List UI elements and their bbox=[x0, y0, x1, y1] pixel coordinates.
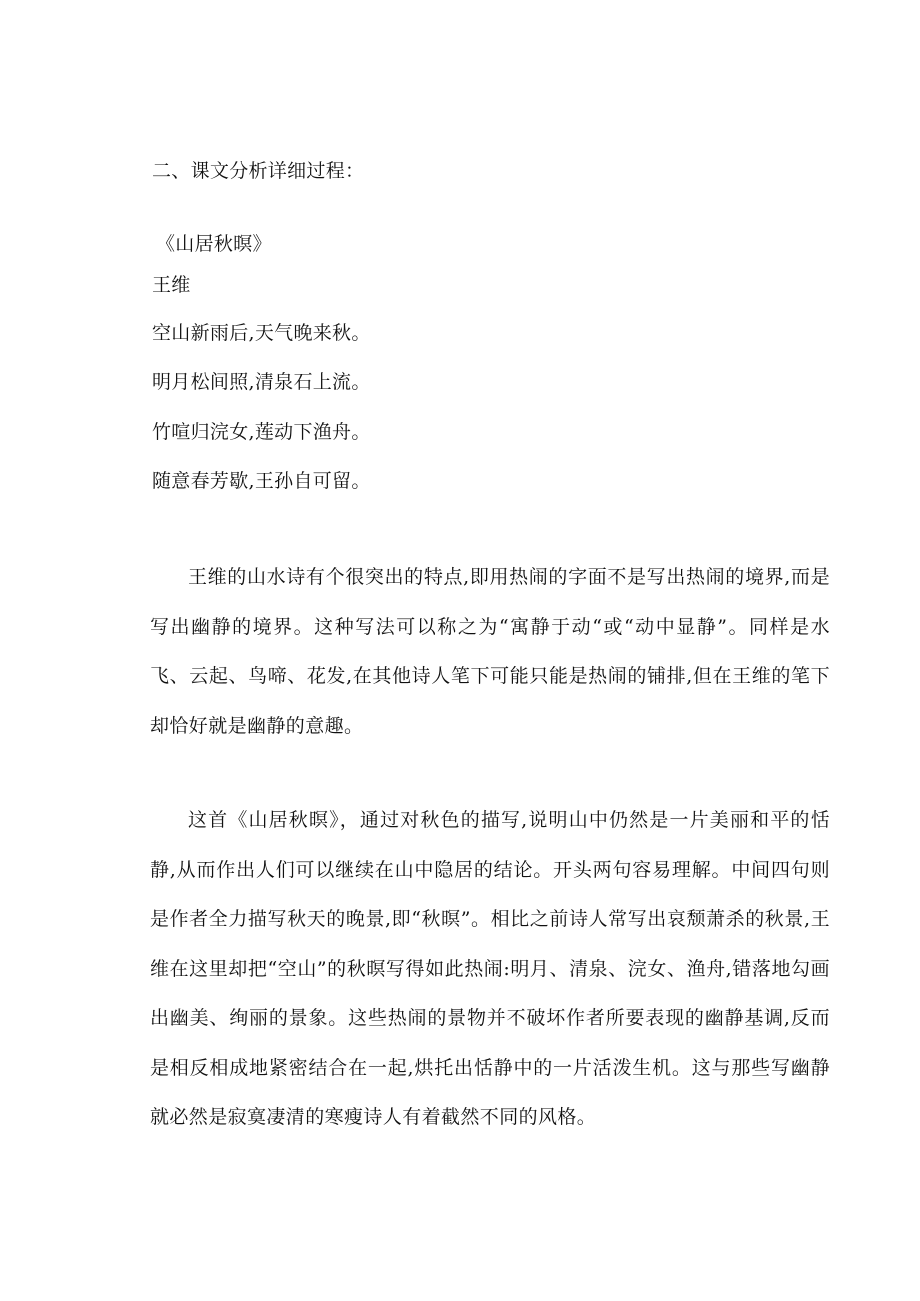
section-heading: 二、课文分析详细过程： bbox=[152, 160, 365, 182]
analysis-paragraph: 王维的山水诗有个很突出的特点,即用热闹的字面不是写出热闹的境界,而是写出幽静的境界。这种写法可以称之为“寓静于动“或“动中显静”。同样是水飞、云起、鸟啼、花发,在其他诗人笔下可能只能是热闹的铺排,但在王维的笔下却恰好就是幽静的意趣。 bbox=[150, 566, 830, 737]
poem-line: 竹喧归浣女,莲动下渔舟。 bbox=[152, 421, 371, 443]
poem-author: 王维 bbox=[152, 274, 191, 296]
poem-title: 《山居秋暝》 bbox=[156, 233, 272, 255]
poem-line: 空山新雨后,天气晚来秋。 bbox=[152, 322, 371, 344]
poem-line: 随意春芳歇,王孙自可留。 bbox=[152, 470, 371, 492]
poem-line: 明月松间照,清泉石上流。 bbox=[152, 371, 371, 393]
analysis-paragraph: 这首《山居秋暝》，通过对秋色的描写,说明山中仍然是一片美丽和平的恬静,从而作出人们可以继续在山中隐居的结论。开头两句容易理解。中间四句则是作者全力描写秋天的晚景,即“秋暝”。相比之前诗人常写出哀颓萧杀的秋景,王维在这里却把“空山”的秋暝写得如此热闹:明月、清泉、浣女、渔舟,错落地勾画出幽美、绚丽的景象。这些热闹的景物并不破坏作者所要表现的幽静基调,反而是相反相成地紧密结合在一起,烘托出恬静中的一片活泼生机。这与那些写幽静就必然是寂寞凄清的寒瘦诗人有着截然不同的风格。 bbox=[150, 809, 830, 1128]
